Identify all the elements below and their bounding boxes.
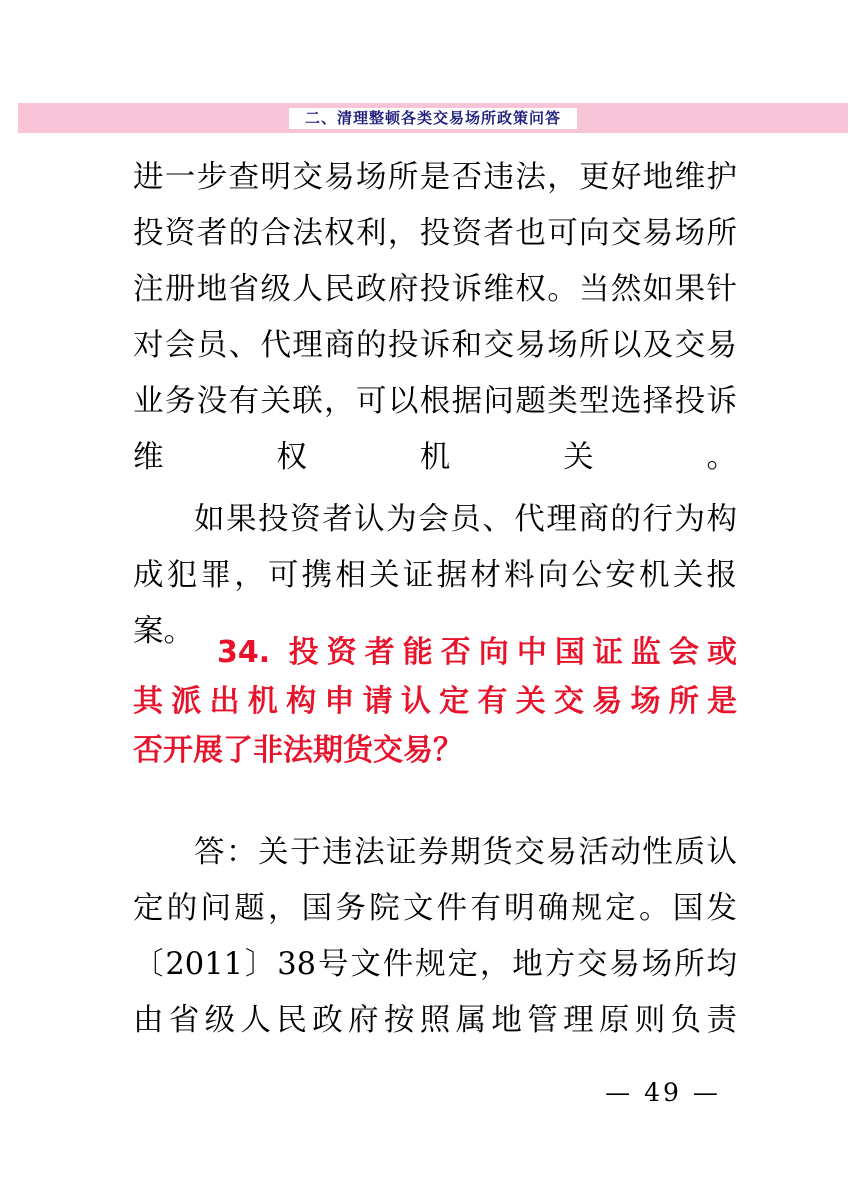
- body-text-block: [133, 150, 737, 660]
- running-header-title: 二、清理整顿各类交易场所政策问答: [289, 108, 577, 129]
- question-heading: [133, 628, 737, 775]
- answer-text-block: [133, 825, 737, 1049]
- question-heading-line-2: 其派出机构申请认定有关交易场所是: [133, 684, 737, 719]
- page-number-text: — 49 —: [605, 1078, 721, 1107]
- body-paragraph-2: 如果投资者认为会员、代理商的行为构成犯罪，可携相关证据材料向公安机关报案。: [133, 502, 737, 649]
- answer-paragraph: 答：关于违法证券期货交易活动性质认定的问题，国务院文件有明确规定。国发〔2011〕38号文件规定，地方交易场所均由省级人民政府按照属地管理原则负责: [133, 835, 737, 1038]
- running-header-band: [18, 103, 848, 133]
- question-heading-line-1: 34. 投资者能否向中国证监会或: [217, 635, 737, 670]
- question-heading-line-3: 否开展了非法期货交易？: [133, 733, 463, 768]
- page-number: [0, 1078, 866, 1107]
- body-paragraph-1: 进一步查明交易场所是否违法，更好地维护投资者的合法权利，投资者也可向交易场所注册地省级人民政府投诉维权。当然如果针对会员、代理商的投诉和交易场所以及交易业务没有关联，可以根据问题类型选择投诉维权机关。: [133, 160, 737, 475]
